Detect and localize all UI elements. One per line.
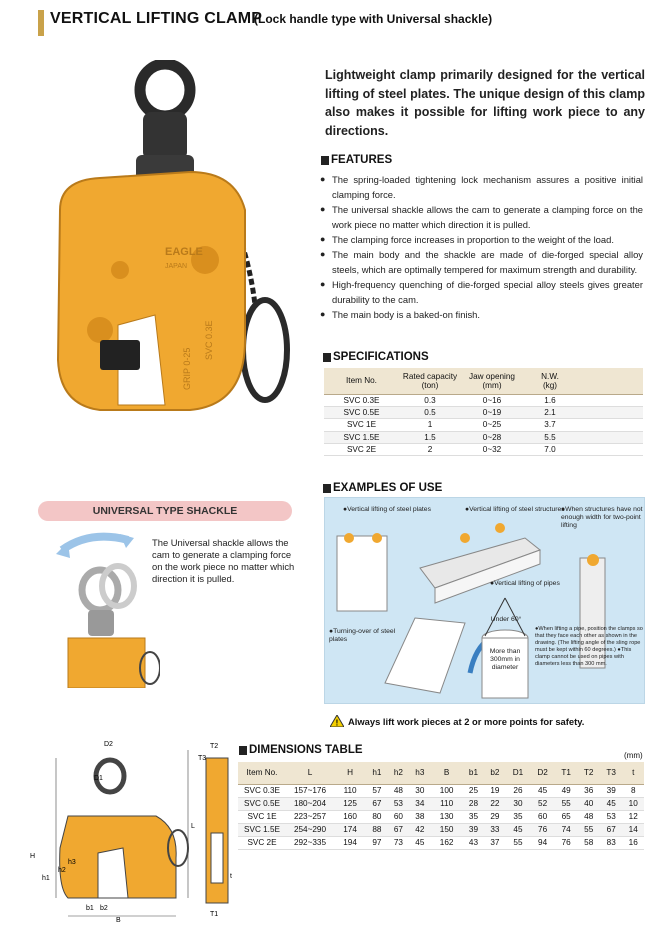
dim-label: D2 bbox=[104, 741, 113, 748]
table-cell: 30 bbox=[506, 797, 531, 810]
table-cell: 35 bbox=[463, 810, 484, 823]
table-cell: 60 bbox=[530, 810, 555, 823]
table-cell: 10 bbox=[622, 797, 644, 810]
feature-item: ● The main body and the shackle are made of die-forged special alloy steels, which are optimally tempered for maximum strength and durability. bbox=[320, 247, 643, 277]
table-cell: 292~335 bbox=[286, 836, 334, 849]
table-cell: 37 bbox=[484, 836, 505, 849]
specifications-table bbox=[324, 368, 643, 456]
table-cell: 58 bbox=[577, 836, 600, 849]
table-cell: 110 bbox=[334, 784, 366, 797]
table-cell: 34 bbox=[409, 797, 430, 810]
dim-label: t bbox=[230, 873, 232, 880]
grip-engraving: GRIP 0-25 bbox=[182, 347, 192, 390]
table-cell: SVC 1E bbox=[238, 810, 286, 823]
table-cell: 125 bbox=[334, 797, 366, 810]
spec-header: N.W. (kg) bbox=[523, 368, 577, 394]
table-cell: 53 bbox=[600, 810, 623, 823]
table-cell: 8 bbox=[622, 784, 644, 797]
product-photo bbox=[40, 60, 290, 420]
feature-item: ● The main body is a baked-on finish. bbox=[320, 307, 643, 322]
table-row: SVC 1E 1 0~25 3.7 bbox=[324, 419, 643, 431]
table-cell: 25 bbox=[463, 784, 484, 797]
dim-label: b2 bbox=[100, 905, 108, 912]
heading-square-icon bbox=[323, 353, 331, 362]
shackle-illustration bbox=[50, 528, 160, 688]
maker-engraving: JAPAN bbox=[165, 263, 188, 270]
table-cell: 160 bbox=[334, 810, 366, 823]
table-row bbox=[238, 836, 644, 849]
feature-item: ● High-frequency quenching of die-forged special alloy steels gives greater durability to the cam. bbox=[320, 277, 643, 307]
features-heading: FEATURES bbox=[321, 154, 392, 166]
table-cell: 67 bbox=[366, 797, 387, 810]
table-cell: 38 bbox=[409, 810, 430, 823]
spec-header: Item No. bbox=[324, 368, 399, 394]
pipe-note: ●When lifting a pipe, position the clamps so that they face each other as shown in the drawing. (The lifting angle of the sling rope must be kept within 60 degrees.) ●This clamp cannot be used on pipes with diameters less than 300 mm. bbox=[535, 626, 643, 667]
table-cell: 33 bbox=[484, 823, 505, 836]
table-cell: 45 bbox=[600, 797, 623, 810]
table-cell: SVC 1.5E bbox=[238, 823, 286, 836]
drawing-jaw bbox=[98, 848, 128, 898]
table-cell: 36 bbox=[577, 784, 600, 797]
dim-label: L bbox=[191, 823, 195, 830]
features-list bbox=[320, 172, 643, 322]
heading-square-icon bbox=[239, 746, 247, 755]
table-cell: 42 bbox=[409, 823, 430, 836]
table-cell: 55 bbox=[555, 797, 578, 810]
table-cell: 35 bbox=[506, 810, 531, 823]
table-row: SVC 2E 2 0~32 7.0 bbox=[324, 444, 643, 456]
table-cell: 45 bbox=[530, 784, 555, 797]
table-cell: 76 bbox=[555, 836, 578, 849]
heading-square-icon bbox=[321, 156, 329, 165]
shackle-block bbox=[143, 112, 187, 160]
table-cell: 254~290 bbox=[286, 823, 334, 836]
table-cell: 39 bbox=[600, 784, 623, 797]
table-cell: 19 bbox=[484, 784, 505, 797]
diameter-label: More than 300mm in diameter bbox=[489, 648, 521, 671]
page-subtitle: (Lock handle type with Universal shackle) bbox=[254, 12, 493, 26]
brand-engraving: EAGLE bbox=[165, 246, 203, 258]
table-cell: 60 bbox=[388, 810, 409, 823]
dim-label: H bbox=[30, 853, 36, 860]
rivet-lower-left bbox=[87, 317, 113, 343]
rivet-upper-left bbox=[111, 261, 129, 279]
arrow-head-left-icon bbox=[56, 542, 70, 558]
spec-header: Jaw opening (mm) bbox=[461, 368, 523, 394]
title-accent-bar bbox=[38, 10, 44, 36]
dim-label: T3 bbox=[198, 755, 207, 762]
examples-heading: EXAMPLES OF USE bbox=[323, 482, 442, 494]
example-label: ●When structures have not enough width for two-point lifting bbox=[561, 506, 643, 529]
table-cell: 94 bbox=[530, 836, 555, 849]
table-cell: SVC 0.3E bbox=[238, 784, 286, 797]
table-cell: 67 bbox=[388, 823, 409, 836]
table-cell: 67 bbox=[600, 823, 623, 836]
table-cell: 180~204 bbox=[286, 797, 334, 810]
table-cell: 130 bbox=[431, 810, 463, 823]
dim-label: b1 bbox=[86, 905, 94, 912]
dim-label: D1 bbox=[94, 775, 103, 782]
table-cell: 30 bbox=[409, 784, 430, 797]
table-cell: 12 bbox=[622, 810, 644, 823]
heading-square-icon bbox=[323, 484, 331, 493]
table-cell: 14 bbox=[622, 823, 644, 836]
dim-label: h1 bbox=[42, 875, 50, 882]
table-cell: 97 bbox=[366, 836, 387, 849]
table-cell: 26 bbox=[506, 784, 531, 797]
clamp-icon bbox=[460, 533, 470, 543]
unit-label: (mm) bbox=[624, 751, 643, 760]
dimensions-drawing bbox=[28, 738, 238, 923]
dim-label: B bbox=[116, 917, 121, 923]
table-cell: 55 bbox=[506, 836, 531, 849]
example-label: ●Turning-over of steel plates bbox=[329, 628, 396, 643]
cam bbox=[100, 340, 140, 370]
spec-header-empty bbox=[577, 368, 643, 394]
table-cell: 76 bbox=[530, 823, 555, 836]
table-cell: 16 bbox=[622, 836, 644, 849]
table-cell: 194 bbox=[334, 836, 366, 849]
table-cell: 48 bbox=[388, 784, 409, 797]
table-cell: 73 bbox=[388, 836, 409, 849]
table-cell: 43 bbox=[463, 836, 484, 849]
table-row: SVC 0.5E 0.5 0~19 2.1 bbox=[324, 406, 643, 418]
examples-panel bbox=[324, 497, 645, 704]
clamp-icon bbox=[372, 533, 382, 543]
page-title: VERTICAL LIFTING CLAMP bbox=[50, 10, 263, 27]
table-cell: 55 bbox=[577, 823, 600, 836]
shackle-ring bbox=[140, 64, 190, 116]
clamp-icon bbox=[495, 523, 505, 533]
table-cell: 48 bbox=[577, 810, 600, 823]
example-label: ●Vertical lifting of steel plates bbox=[343, 506, 431, 513]
table-cell: 28 bbox=[463, 797, 484, 810]
table-cell: 57 bbox=[366, 784, 387, 797]
dim-label: h2 bbox=[58, 867, 66, 874]
table-row bbox=[238, 823, 644, 836]
intro-paragraph: Lightweight clamp primarily designed for the vertical lifting of steel plates. The unique design of this clamp also makes it possible for lifting work piece to any directions. bbox=[325, 68, 645, 138]
table-cell: 45 bbox=[409, 836, 430, 849]
table-cell: 49 bbox=[555, 784, 578, 797]
table-row: SVC 1.5E 1.5 0~28 5.5 bbox=[324, 431, 643, 443]
shackle-block bbox=[88, 610, 114, 636]
spec-header: Rated capacity (ton) bbox=[399, 368, 461, 394]
table-cell: 52 bbox=[530, 797, 555, 810]
dimensions-heading: DIMENSIONS TABLE bbox=[239, 744, 363, 756]
dim-label: h3 bbox=[68, 859, 76, 866]
table-row: SVC 0.3E 0.3 0~16 1.6 bbox=[324, 394, 643, 406]
dim-label: T1 bbox=[210, 911, 219, 918]
warning-icon bbox=[330, 715, 344, 727]
table-cell: 39 bbox=[463, 823, 484, 836]
table-cell: 223~257 bbox=[286, 810, 334, 823]
table-cell: 110 bbox=[431, 797, 463, 810]
table-cell: SVC 0.5E bbox=[238, 797, 286, 810]
table-cell: 88 bbox=[366, 823, 387, 836]
table-row bbox=[238, 784, 644, 797]
table-cell: 80 bbox=[366, 810, 387, 823]
table-cell: 157~176 bbox=[286, 784, 334, 797]
table-cell: 74 bbox=[555, 823, 578, 836]
hanging-ring bbox=[243, 300, 287, 400]
table-cell: 100 bbox=[431, 784, 463, 797]
table-row bbox=[238, 797, 644, 810]
feature-item: ● The clamping force increases in proportion to the weight of the load. bbox=[320, 232, 643, 247]
example-label: ●Vertical lifting of steel structures bbox=[465, 506, 565, 513]
safety-warning: ! Always lift work pieces at 2 or more points for safety. bbox=[330, 715, 584, 727]
table-cell: 53 bbox=[388, 797, 409, 810]
table-row bbox=[238, 810, 644, 823]
steel-plate bbox=[337, 536, 387, 611]
dim-label: T2 bbox=[210, 743, 219, 750]
rotation-arrow-icon bbox=[62, 537, 128, 550]
clamp-icon bbox=[587, 554, 599, 566]
clamp-icon bbox=[344, 533, 354, 543]
specifications-heading: SPECIFICATIONS bbox=[323, 351, 429, 363]
example-label: ●Vertical lifting of pipes bbox=[490, 580, 560, 587]
table-cell: 45 bbox=[506, 823, 531, 836]
model-engraving: SVC 0.3E bbox=[204, 320, 214, 360]
dimensions-table: Item No. L H h1 h2 h3 B b1 b2 D1 D2 T1 T2 T3 t SVC 0.3E 157~176 110 57 48 30 100 25 19 26 45 49 36 39 8 SVC 0.5E 180~204 125 67 53 34 110 28 22 30 52 55 40 45 10 SVC 1E 223~257 160 80 60 38 130 35 29 35 60 65 48 53 12 SVC 1.5E 254~290 174 88 67 42 150 39 33 45 76 74 55 67 14 SVC 2E 292~335 194 97 73 45 162 43 37 55 94 76 58 83 16 bbox=[238, 762, 644, 850]
table-cell: 162 bbox=[431, 836, 463, 849]
angle-label: Under 60° bbox=[490, 616, 522, 623]
table-cell: 150 bbox=[431, 823, 463, 836]
drawing-side-spring bbox=[211, 833, 223, 883]
svg-text:!: ! bbox=[335, 718, 339, 727]
table-cell: 29 bbox=[484, 810, 505, 823]
table-cell: 174 bbox=[334, 823, 366, 836]
table-cell: 83 bbox=[600, 836, 623, 849]
table-cell: 65 bbox=[555, 810, 578, 823]
shackle-title-pill: UNIVERSAL TYPE SHACKLE bbox=[38, 501, 292, 521]
feature-item: ● The spring-loaded tightening lock mechanism assures a positive initial clamping force. bbox=[320, 172, 643, 202]
table-cell: 22 bbox=[484, 797, 505, 810]
table-cell: SVC 2E bbox=[238, 836, 286, 849]
clamp-body-partial bbox=[68, 638, 145, 688]
shackle-description: The Universal shackle allows the cam to generate a clamping force on the work piece no matter which direction it is pulled. bbox=[152, 537, 295, 584]
feature-item: ● The universal shackle allows the cam to generate a clamping force on the work piece no matter which direction it is pulled. bbox=[320, 202, 643, 232]
table-cell: 40 bbox=[577, 797, 600, 810]
